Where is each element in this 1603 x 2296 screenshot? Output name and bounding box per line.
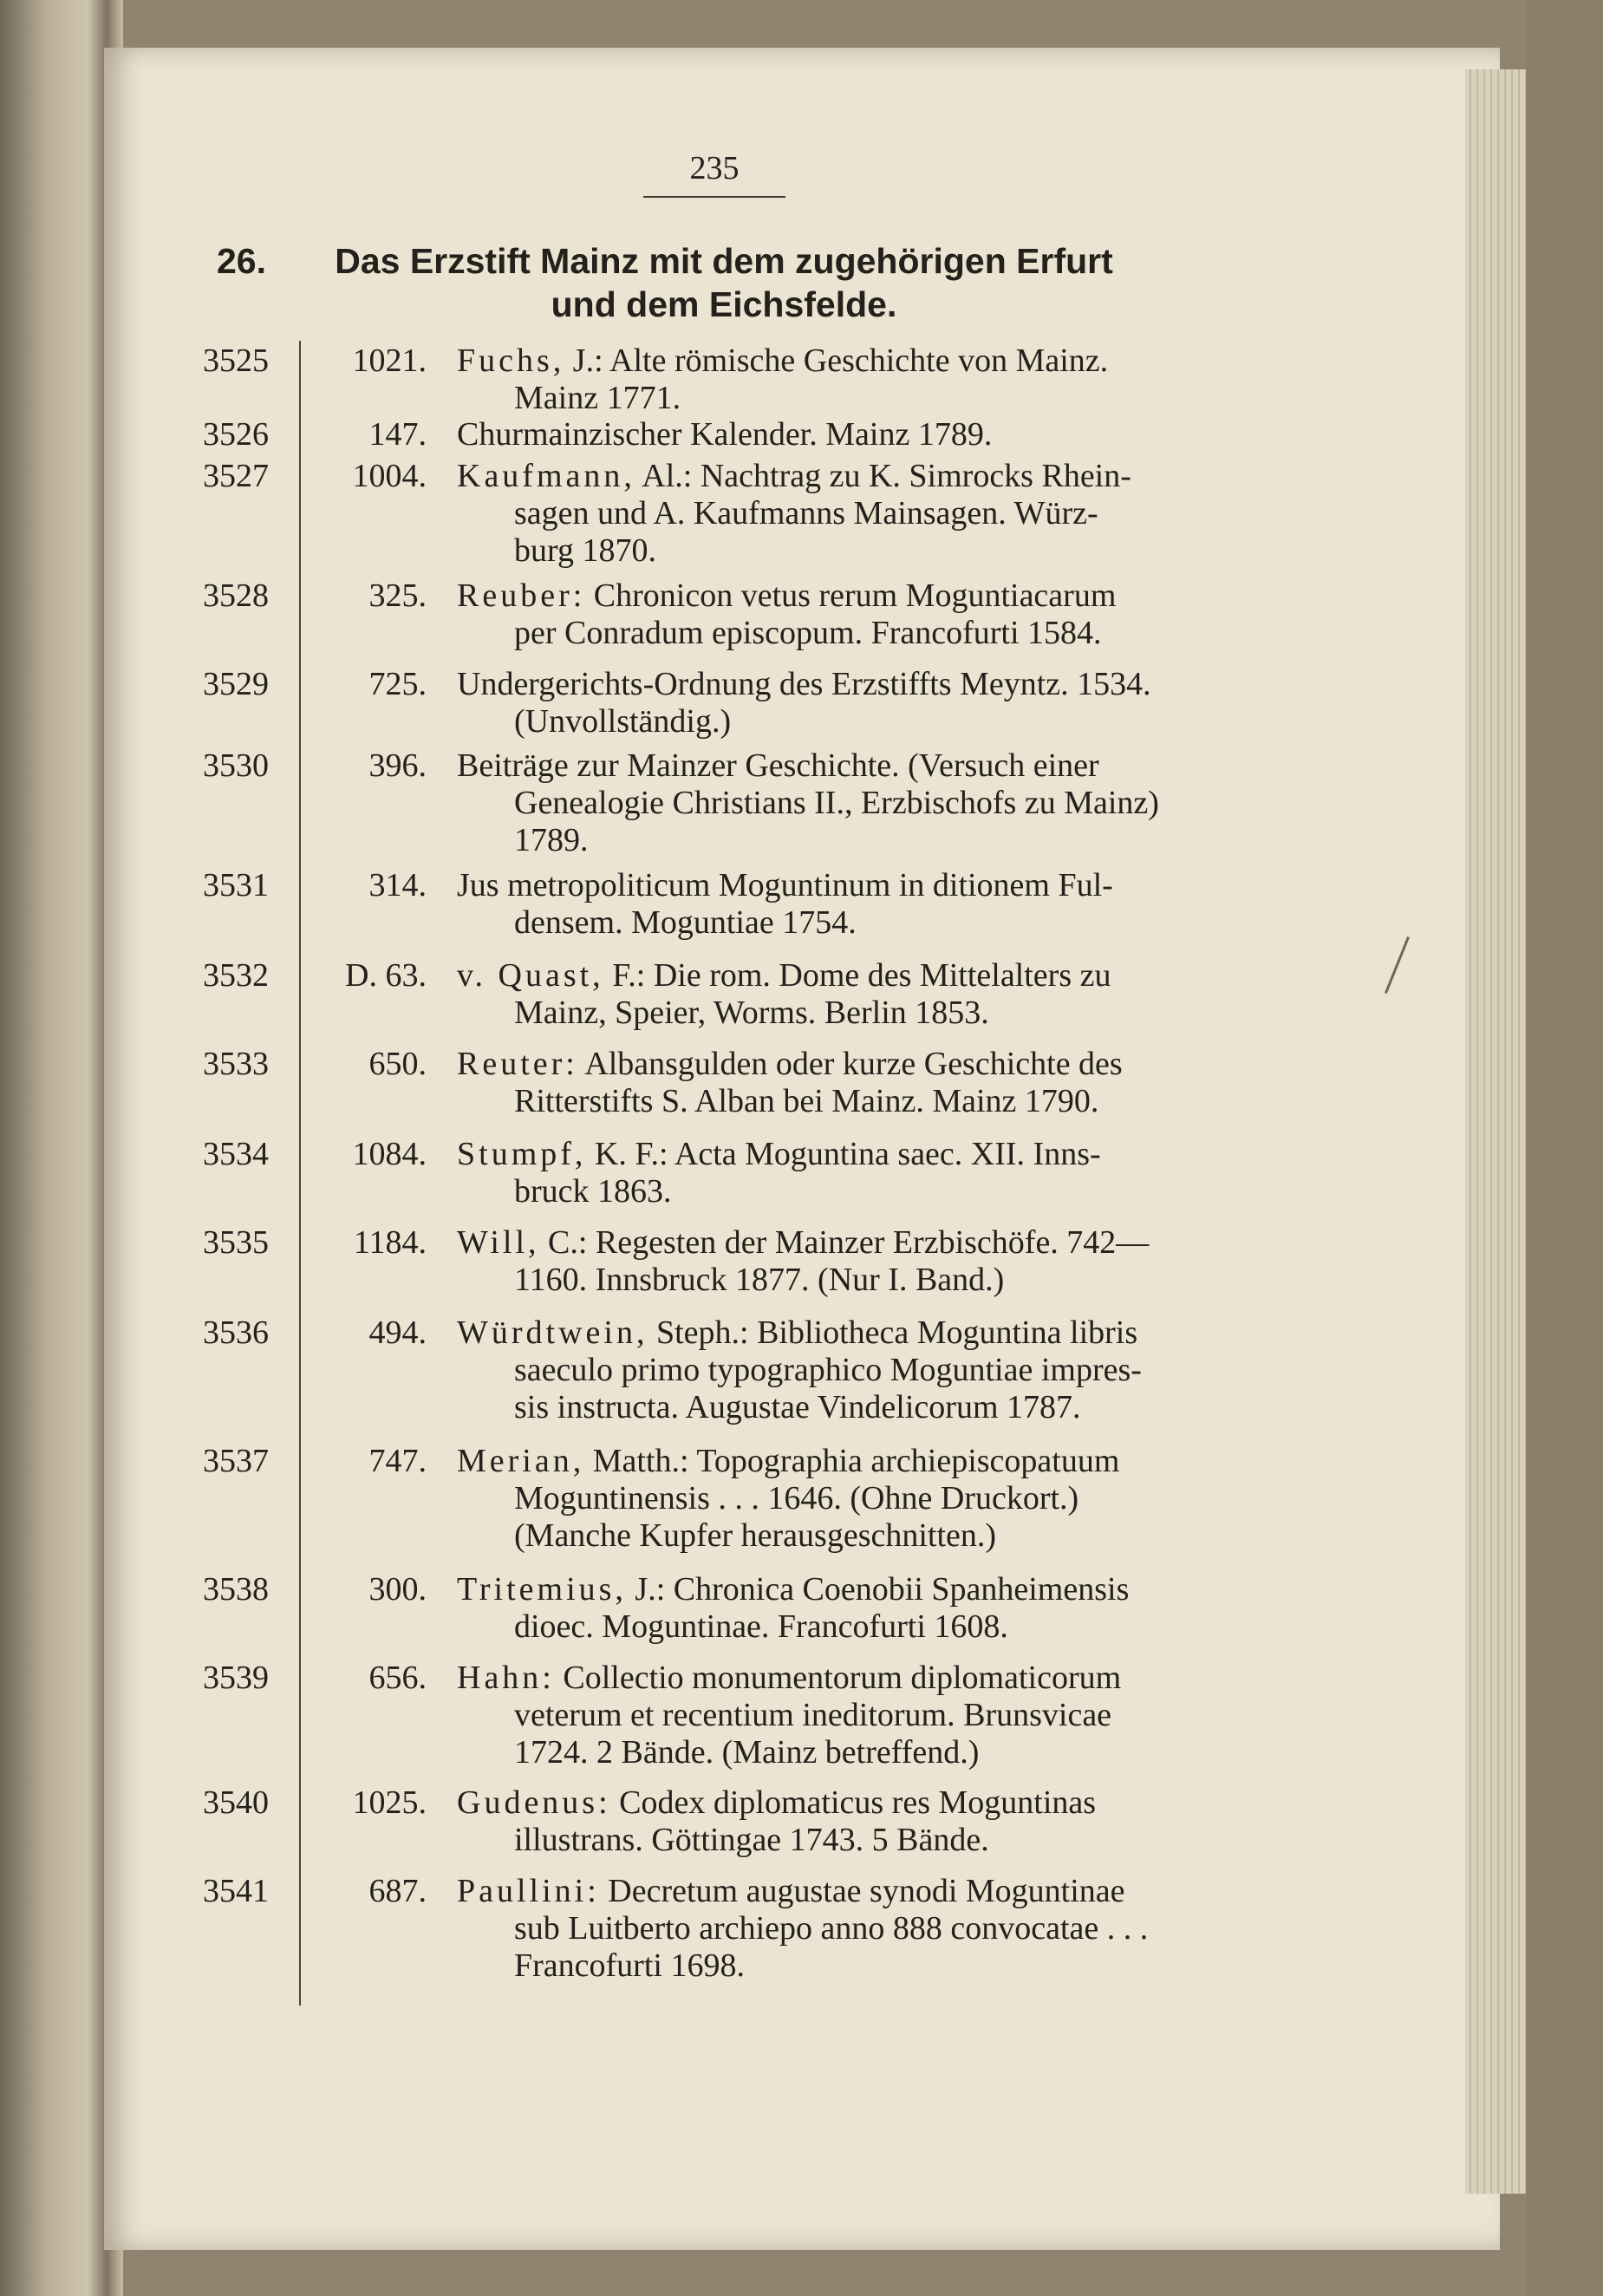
entry-text: [457, 416, 1248, 453]
entry-line: Ritterstifts S. Alban bei Mainz. Mainz 1790.: [514, 1083, 1099, 1119]
entry-line-text: J.: Alte römische Geschichte von Mainz.: [564, 342, 1109, 379]
entry-line: illustrans. Göttingae 1743. 5 Bände.: [514, 1822, 989, 1858]
entry-text: [457, 1314, 1248, 1426]
entry-line: [457, 1784, 1248, 1822]
column-divider: [299, 341, 301, 2006]
entry-line: burg 1870.: [514, 532, 656, 569]
entry-author: Will,: [457, 1224, 540, 1261]
lot-number: 3530: [203, 747, 269, 784]
catalog-number: 396.: [368, 747, 427, 784]
entry-line: Jus metropoliticum Moguntinum in ditionem Ful-: [457, 867, 1113, 903]
entry-line: [457, 1571, 1248, 1608]
section-number: 26.: [217, 241, 266, 281]
entry-line-text: Collectio monumentorum diplomaticorum: [554, 1660, 1122, 1696]
entry-line: [457, 1136, 1248, 1173]
entry-text: [457, 666, 1248, 740]
catalog-number: 314.: [368, 867, 427, 903]
entry-text: [457, 577, 1248, 652]
entry-author: Gudenus:: [457, 1784, 611, 1821]
catalog-number: 325.: [368, 577, 427, 614]
entry-text: [457, 342, 1248, 417]
entry-line: Beiträge zur Mainzer Geschichte. (Versuch einer: [457, 747, 1099, 784]
lot-number: 3541: [203, 1873, 269, 1909]
page-number-rule: [643, 196, 785, 198]
entry-line-text: K. F.: Acta Moguntina saec. XII. Inns-: [586, 1136, 1101, 1172]
catalog-number: 725.: [368, 666, 427, 702]
entry-line: sis instructa. Augustae Vindelicorum 1787.: [514, 1389, 1081, 1425]
entry-author: Stumpf,: [457, 1136, 587, 1172]
entry-line: Mainz, Speier, Worms. Berlin 1853.: [514, 995, 989, 1031]
entry-line: densem. Moguntiae 1754.: [514, 904, 857, 941]
entry-line: sub Luitberto archiepo anno 888 convocatae . . .: [514, 1910, 1149, 1947]
lot-number: 3525: [203, 342, 269, 379]
entry-line: Undergerichts-Ordnung des Erzstiffts Meyntz. 1534.: [457, 666, 1151, 702]
entry-line: [457, 577, 1248, 615]
catalog-number: 147.: [368, 416, 427, 453]
entry-line: Francofurti 1698.: [514, 1947, 745, 1984]
lot-number: 3527: [203, 458, 269, 494]
entry-line: 1789.: [514, 822, 589, 858]
entry-line: sagen und A. Kaufmanns Mainsagen. Würz-: [514, 495, 1098, 532]
lot-number: 3533: [203, 1046, 269, 1082]
entry-text: [457, 957, 1248, 1032]
section-title-line-1: Das Erzstift Mainz mit dem zugehörigen Erfurt: [335, 241, 1113, 281]
lot-number: 3539: [203, 1660, 269, 1696]
entry-author: Paullini:: [457, 1873, 600, 1909]
entry-text: [457, 1443, 1248, 1555]
catalog-number: 747.: [368, 1443, 427, 1479]
lot-number: 3528: [203, 577, 269, 614]
entry-text: [457, 747, 1248, 859]
entry-text: [457, 1046, 1248, 1120]
entry-line: [457, 1314, 1248, 1352]
catalog-number: 656.: [368, 1660, 427, 1696]
entry-author: v. Quast,: [457, 957, 604, 994]
catalog-number: 300.: [368, 1571, 427, 1608]
entry-author: Reuber:: [457, 577, 586, 614]
entry-line-text: Al.: Nachtrag zu K. Simrocks Rhein-: [635, 458, 1131, 494]
catalog-number: 1025.: [352, 1784, 427, 1821]
entry-author: Tritemius,: [457, 1571, 627, 1608]
entry-line: veterum et recentium ineditorum. Brunsvicae: [514, 1697, 1112, 1733]
background-right: [1526, 0, 1603, 2296]
entry-line: [457, 957, 1248, 995]
catalog-number: 1004.: [352, 458, 427, 494]
entry-text: [457, 1136, 1248, 1210]
entry-line: saeculo primo typographico Moguntiae impres-: [514, 1352, 1142, 1388]
catalog-number: 687.: [368, 1873, 427, 1909]
lot-number: 3535: [203, 1224, 269, 1261]
entry-text: [457, 458, 1248, 570]
lot-number: 3529: [203, 666, 269, 702]
lot-number: 3534: [203, 1136, 269, 1172]
lot-number: 3538: [203, 1571, 269, 1608]
entry-line: [457, 1046, 1248, 1083]
entry-line: [457, 1873, 1248, 1910]
entry-line-text: Chronicon vetus rerum Moguntiacarum: [585, 577, 1117, 614]
entry-line-text: J.: Chronica Coenobii Spanheimensis: [626, 1571, 1130, 1608]
entry-line: per Conradum episcopum. Francofurti 1584.: [514, 615, 1102, 651]
lot-number: 3537: [203, 1443, 269, 1479]
entry-line: [457, 1660, 1248, 1697]
lot-number: 3532: [203, 957, 269, 994]
entry-line: Churmainzischer Kalender. Mainz 1789.: [457, 416, 993, 453]
entry-author: Merian,: [457, 1443, 585, 1479]
page-stack-edges: [1465, 69, 1526, 2194]
entry-text: [457, 1224, 1248, 1299]
entry-line: Moguntinensis . . . 1646. (Ohne Druckort.): [514, 1480, 1079, 1517]
entry-line: Mainz 1771.: [514, 380, 681, 416]
entry-line: 1160. Innsbruck 1877. (Nur I. Band.): [514, 1262, 1005, 1298]
entry-text: [457, 1571, 1248, 1646]
catalog-number: 494.: [368, 1314, 427, 1351]
entry-line: (Unvollständig.): [514, 703, 732, 740]
lot-number: 3526: [203, 416, 269, 453]
entry-line-text: Albansgulden oder kurze Geschichte des: [577, 1046, 1123, 1082]
entry-line-text: Decretum augustae synodi Moguntinae: [599, 1873, 1125, 1909]
entry-text: [457, 1784, 1248, 1859]
section-title-line-2: und dem Eichsfelde.: [551, 284, 897, 324]
entry-line-text: Steph.: Bibliotheca Moguntina libris: [648, 1314, 1138, 1351]
lot-number: 3536: [203, 1314, 269, 1351]
page-number: 235: [689, 150, 740, 186]
entry-line-text: Codex diplomaticus res Moguntinas: [610, 1784, 1097, 1821]
entry-text: [457, 867, 1248, 942]
entry-line: dioec. Moguntinae. Francofurti 1608.: [514, 1608, 1008, 1645]
section-heading: [217, 239, 1231, 326]
entry-line-text: F.: Die rom. Dome des Mittelalters zu: [603, 957, 1111, 994]
lot-number: 3540: [203, 1784, 269, 1821]
entry-author: Fuchs,: [457, 342, 565, 379]
entry-line-text: Matth.: Topographia archiepiscopatuum: [584, 1443, 1120, 1479]
entry-line: bruck 1863.: [514, 1173, 672, 1210]
entry-line: 1724. 2 Bände. (Mainz betreffend.): [514, 1734, 980, 1771]
entry-author: Hahn:: [457, 1660, 555, 1696]
entry-line: [457, 342, 1248, 380]
entry-line: [457, 1224, 1248, 1262]
catalog-number: 1084.: [352, 1136, 427, 1172]
entry-line: [457, 1443, 1248, 1480]
entry-author: Kaufmann,: [457, 458, 635, 494]
lot-number: 3531: [203, 867, 269, 903]
entry-line-text: C.: Regesten der Mainzer Erzbischöfe. 742—: [539, 1224, 1150, 1261]
entry-line: [457, 458, 1248, 495]
catalog-number: D. 63.: [345, 957, 427, 994]
catalog-number: 650.: [368, 1046, 427, 1082]
entry-author: Würdtwein,: [457, 1314, 648, 1351]
catalog-number: 1021.: [352, 342, 427, 379]
entry-author: Reuter:: [457, 1046, 578, 1082]
entry-line: (Manche Kupfer herausgeschnitten.): [514, 1517, 997, 1554]
entry-text: [457, 1660, 1248, 1771]
catalog-number: 1184.: [353, 1224, 427, 1261]
entry-line: Genealogie Christians II., Erzbischofs zu Mainz): [514, 785, 1159, 821]
entry-text: [457, 1873, 1248, 1985]
